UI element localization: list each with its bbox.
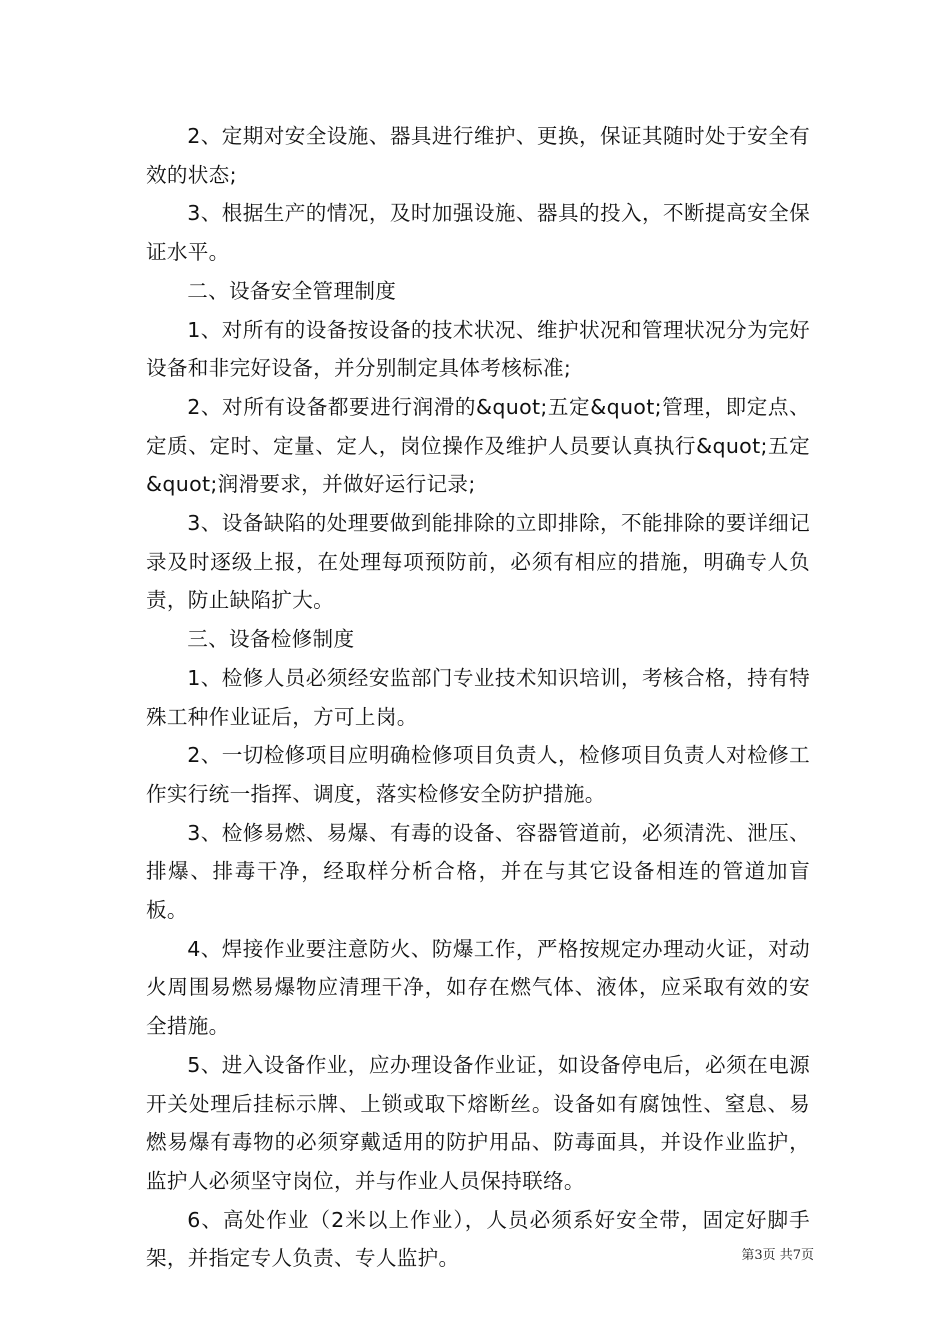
section-heading: 三、设备检修制度	[187, 627, 355, 652]
paragraph: 2、定期对安全设施、器具进行维护、更换，保证其随时处于安全有效的状态;	[146, 124, 810, 187]
paragraph: 3、检修易燃、易爆、有毒的设备、容器管道前，必须清洗、泄压、排爆、排毒干净，经取样分析合格，并在与其它设备相连的管道加盲板。	[146, 820, 810, 923]
paragraph: 2、一切检修项目应明确检修项目负责人，检修项目负责人对检修工作实行统一指挥、调度，落实检修安全防护措施。	[146, 743, 810, 806]
paragraph: 5、进入设备作业，应办理设备作业证，如设备停电后，必须在电源开关处理后挂标示牌、上锁或取下熔断丝。设备如有腐蚀性、窒息、易燃易爆有毒物的必须穿戴适用的防护用品、防毒面具，并设作业监护，监护人必须坚守岗位，并与作业人员保持联络。	[146, 1052, 810, 1193]
page-number: 第3页 共7页	[741, 1248, 814, 1263]
section-heading: 二、设备安全管理制度	[187, 278, 397, 303]
document-body	[146, 117, 810, 1278]
paragraph: 1、对所有的设备按设备的技术状况、维护状况和管理状况分为完好设备和非完好设备，并分别制定具体考核标准;	[146, 317, 810, 381]
paragraph: 3、根据生产的情况，及时加强设施、器具的投入，不断提高安全保证水平。	[146, 201, 810, 265]
paragraph: 4、焊接作业要注意防火、防爆工作，严格按规定办理动火证，对动火周围易燃易爆物应清理干净，如存在燃气体、液体，应采取有效的安全措施。	[146, 936, 810, 1039]
paragraph: 2、对所有设备都要进行润滑的&quot;五定&quot;管理，即定点、定质、定时、定量、定人，岗位操作及维护人员要认真执行&quot;五定&quot;润滑要求，并做好运行记录;	[146, 394, 810, 497]
paragraph: 1、检修人员必须经安监部门专业技术知识培训，考核合格，持有特殊工种作业证后，方可上岗。	[146, 665, 810, 729]
paragraph: 6、高处作业（2米以上作业），人员必须系好安全带，固定好脚手架，并指定专人负责、专人监护。	[146, 1207, 810, 1271]
paragraph: 3、设备缺陷的处理要做到能排除的立即排除，不能排除的要详细记录及时逐级上报，在处理每项预防前，必须有相应的措施，明确专人负责，防止缺陷扩大。	[146, 511, 810, 613]
